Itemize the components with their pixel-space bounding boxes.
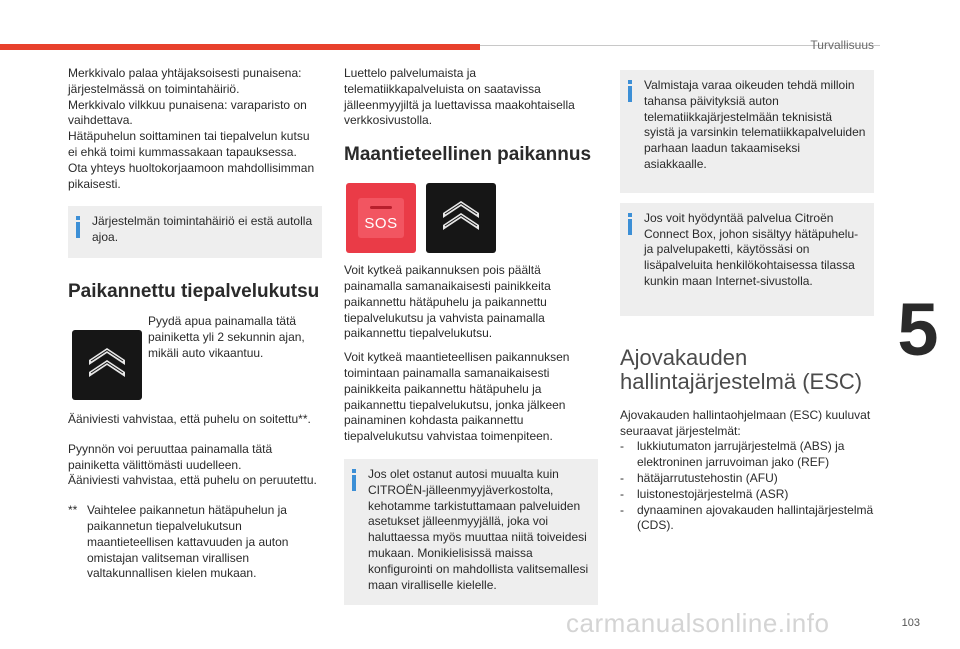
watermark: carmanualsonline.info	[566, 608, 830, 638]
info-icon	[628, 213, 632, 237]
system-list	[620, 439, 874, 534]
footnote-mark: **	[68, 503, 78, 518]
list-item: - luistonestojärjestelmä (ASR)	[620, 487, 874, 503]
footnote	[68, 503, 322, 582]
list-item: - dynaaminen ajovakauden hallintajärjestelmä (CDS).	[620, 503, 874, 535]
sos-slot	[370, 206, 392, 209]
paragraph: Merkkivalo vilkkuu punaisena: varaparisto on vaihdettava.	[68, 97, 307, 128]
sos-key	[358, 198, 404, 238]
section-heading: Maantieteellinen paikannus	[344, 144, 592, 166]
paragraph: Hätäpuhelun soittaminen tai tiepalvelun kutsu ei ehkä toimi kummassakaan tapauksessa.	[68, 129, 310, 159]
column-1	[68, 66, 322, 582]
chapter-number: 5	[876, 278, 960, 382]
column-3	[620, 70, 874, 534]
section-heading: Ajovakauden	[620, 344, 748, 370]
paragraph: Luettelo palvelumaista ja telematiikkapalveluista on saatavissa jälleenmyyjiltä ja luettavissa maakohtaisella verkkosivustolla.	[344, 66, 575, 128]
column-2	[344, 66, 598, 605]
paragraph: Merkkivalo palaa yhtäjaksoisesti punaisena: järjestelmässä on toimintahäiriö.	[68, 66, 302, 96]
sos-label: SOS	[364, 215, 398, 233]
button-images	[346, 183, 598, 253]
assistance-button-image	[426, 183, 496, 253]
paragraph: Pyynnön voi peruuttaa painamalla tätä painiketta välittömästi uudelleen.	[68, 441, 273, 472]
page-number: 103	[901, 617, 920, 629]
paragraph: Ota yhteys huoltokorjaamoon mahdollisimman pikaisesti.	[68, 160, 315, 191]
section-title: Turvallisuus	[810, 38, 874, 52]
info-box	[620, 203, 874, 316]
paragraph: Ajovakauden hallintaohjelmaan (ESC) kuuluvat seuraavat järjestelmät:	[620, 407, 871, 438]
header-accent-bar	[0, 44, 480, 50]
info-text: Valmistaja varaa oikeuden tehdä milloin tahansa päivityksiä auton telematiikkajärjestelmään teknisistä syistä ja varsinkin telematiikkapalveluiden parhaan laadun takaamiseksi asiakkaalle.	[644, 78, 866, 171]
info-box	[68, 206, 322, 258]
footnote-text: Vaihtelee paikannetun hätäpuhelun ja paikannetun tiepalvelukutsun maantieteellisen kattavuuden ja auton omistajan valitseman virallisen valtakunnallisen kielen mukaan.	[87, 503, 289, 581]
info-text: Järjestelmän toimintahäiriö ei estä autolla ajoa.	[92, 214, 313, 245]
assistance-button-image	[72, 330, 142, 400]
info-box	[620, 70, 874, 193]
info-icon	[628, 80, 632, 104]
info-box	[344, 459, 598, 605]
sos-button-image	[346, 183, 416, 253]
chevron-logo-icon	[426, 183, 496, 253]
list-item: - lukkiutumaton jarrujärjestelmä (ABS) ja elektroninen jarruvoiman jako (REF)	[620, 439, 874, 471]
assistance-block	[68, 314, 322, 406]
chevron-logo-icon	[72, 330, 142, 400]
paragraph: Pyydä apua painamalla tätä painiketta yli 2 sekunnin ajan, mikäli auto vikaantuu.	[148, 313, 305, 360]
info-icon	[76, 216, 80, 240]
section-heading: hallintajärjestelmä (ESC)	[620, 368, 863, 394]
list-item: - hätäjarrutustehostin (AFU)	[620, 471, 874, 487]
info-text: Jos olet ostanut autosi muualta kuin CITROËN-jälleenmyyjäverkostolta, kehotamme tarkistuttamaan palveluiden asetukset jälleenmyyjällä, joka voi haluttaessa myös muuttaa niitä toiveidesi mukaan. Monikielisissä maissa konfigurointi on mahdollista valitsemallesi maan viralliselle kielelle.	[368, 466, 589, 592]
info-text: Jos voit hyödyntää palvelua Citroën Connect Box, johon sisältyy hätäpuhelu- ja palvelupaketti, käytössäsi on lisäpalveluita henkilökohtaisessa tilassa kunkin maan Internet-sivustolla.	[644, 210, 859, 288]
paragraph: Ääniviesti vahvistaa, että puhelu on soitettu**.	[68, 411, 311, 426]
section-heading: Paikannettu tiepalvelukutsu	[68, 280, 320, 302]
paragraph: Ääniviesti vahvistaa, että puhelu on peruutettu.	[68, 473, 317, 488]
paragraph: Voit kytkeä paikannuksen pois päältä painamalla samanaikaisesti painikkeita paikannettu hätäpuhelu ja paikannettu tiepalvelukutsu ja vahvista painamalla paikannettu tiepalvelukutsu.	[344, 263, 551, 341]
info-icon	[352, 469, 356, 493]
paragraph: Voit kytkeä maantieteellisen paikannuksen toimintaan painamalla samanaikaisesti painikkeita paikannettu hätäpuhelu ja paikannettu tiepalvelukutsu, jonka jälkeen painaminen kohdasta paikannettu tiepalvelukutsu vahvistaa toimenpiteen.	[344, 350, 570, 444]
